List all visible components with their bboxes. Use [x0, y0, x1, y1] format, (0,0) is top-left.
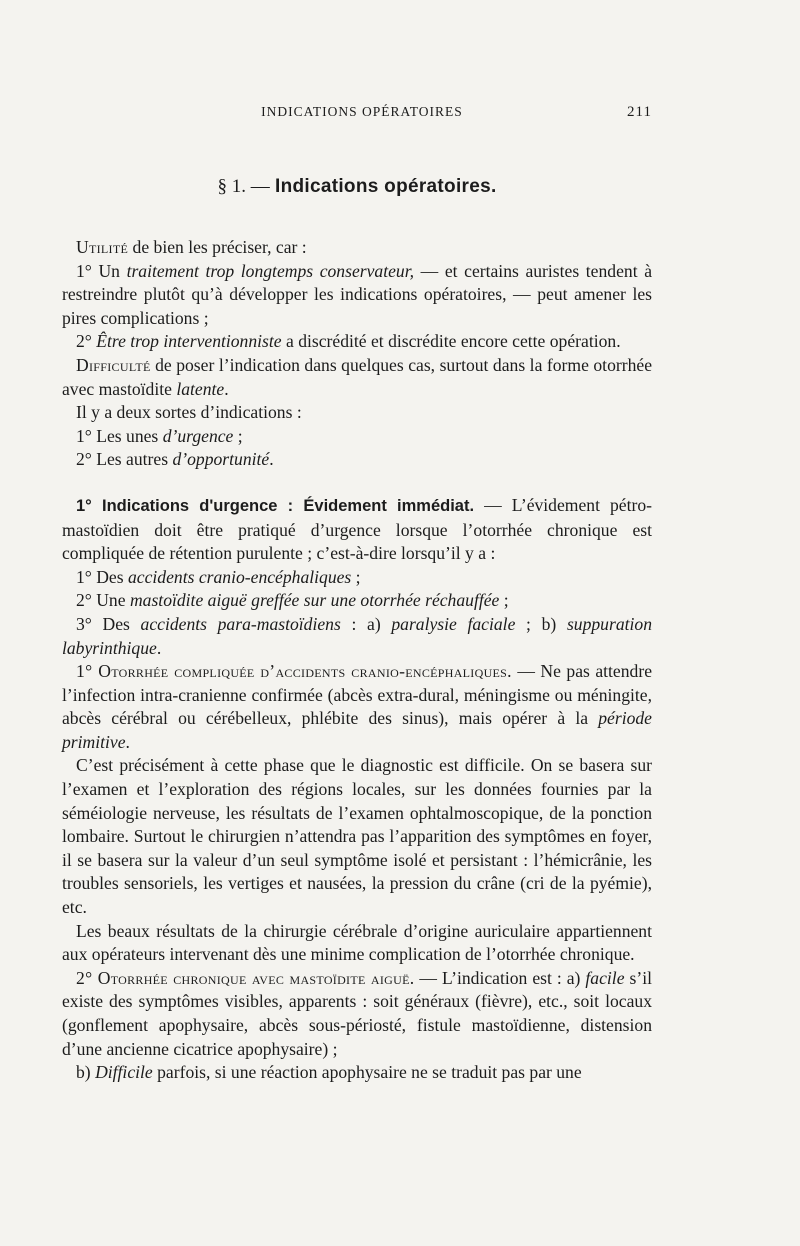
- section-number: § 1. —: [217, 176, 270, 197]
- running-title: INDICATIONS OPÉRATOIRES: [261, 104, 463, 119]
- paragraph: C’est précisément à cette phase que le diagnostic est difficile. On se basera sur l’examen et l’exploration des régions locales, sur les données fournies par la séméiologie nerveuse, les résultats de l’examen ophtalmoscopique, de la ponction lombaire. Surtout le chirurgien n’attendra pas l’apparition des symptômes en foyer, il se basera sur la valeur d’un seul symptôme isolé et persistant : l’hémicrânie, les troubles sensoriels, les vertiges et nausées, la pression du crâne (cri de la pyémie), etc.: [62, 755, 652, 918]
- paragraph: 2° Les autres d’opportunité.: [76, 449, 274, 470]
- paragraph: Les beaux résultats de la chirurgie cérébrale d’origine auriculaire appartiennent aux opérateurs intervenant dès une minime complication de l’otorrhée chronique.: [62, 920, 652, 965]
- section-title: Indications opératoires.: [275, 176, 497, 197]
- body-text: [62, 236, 652, 1085]
- section-heading: [62, 176, 652, 198]
- paragraph: 1° Les unes d’urgence ;: [76, 425, 243, 446]
- paragraph: 1° Un traitement trop longtemps conservateur, — et certains auristes tendent à restreindre plutôt qu’à développer les indications opératoires, — peut amener les pires complications ;: [62, 260, 653, 328]
- paragraph: 1° Otorrhée compliquée d’accidents cranio-encéphaliques. — Ne pas attendre l’infection intra-cranienne confirmée (abcès extra-dural, méningisme ou méningite, abcès cérébral ou cérébelleux, phlébite des sinus), mais opérer à la période primitive.: [62, 661, 652, 752]
- subsection-heading: 1° Indications d'urgence : Évidement immédiat.: [76, 496, 475, 515]
- paragraph: Utilité de bien les préciser, car :: [76, 237, 307, 257]
- paragraph: 2° Otorrhée chronique avec mastoïdite aiguë. — L’indication est : a) facile s’il existe des symptômes visibles, apparents : soit généraux (fièvre), etc., soit locaux (gonflement apophysaire, abcès sous-périosté, fistule mastoïdienne, distension d’une ancienne cicatrice apophysaire) ;: [62, 967, 652, 1059]
- paragraph: 3° Des accidents para-mastoïdiens : a) paralysie faciale ; b) suppuration labyrinthique.: [62, 613, 652, 658]
- paragraph: 2° Être trop interventionniste a discrédité et discrédite encore cette opération.: [76, 331, 621, 352]
- paragraph: b) Difficile parfois, si une réaction apophysaire ne se traduit pas par une: [76, 1062, 582, 1083]
- paragraph: 1° Indications d'urgence : Évidement immédiat. — L’évidement pétro-mastoïdien doit être pratiqué d’urgence lorsque l’otorrhée chronique est compliquée de rétention purulente ; c’est-à-dire lorsqu’il y a :: [62, 494, 652, 564]
- running-header: [62, 104, 652, 128]
- paragraph: 1° Des accidents cranio-encéphaliques ;: [76, 566, 361, 587]
- paragraph: Difficulté de poser l’indication dans quelques cas, surtout dans la forme otorrhée avec mastoïdite latente.: [62, 354, 652, 399]
- paragraph: 2° Une mastoïdite aiguë greffée sur une otorrhée réchauffée ;: [76, 590, 509, 611]
- paragraph: Il y a deux sortes d’indications :: [76, 402, 302, 423]
- page-number: 211: [627, 104, 652, 120]
